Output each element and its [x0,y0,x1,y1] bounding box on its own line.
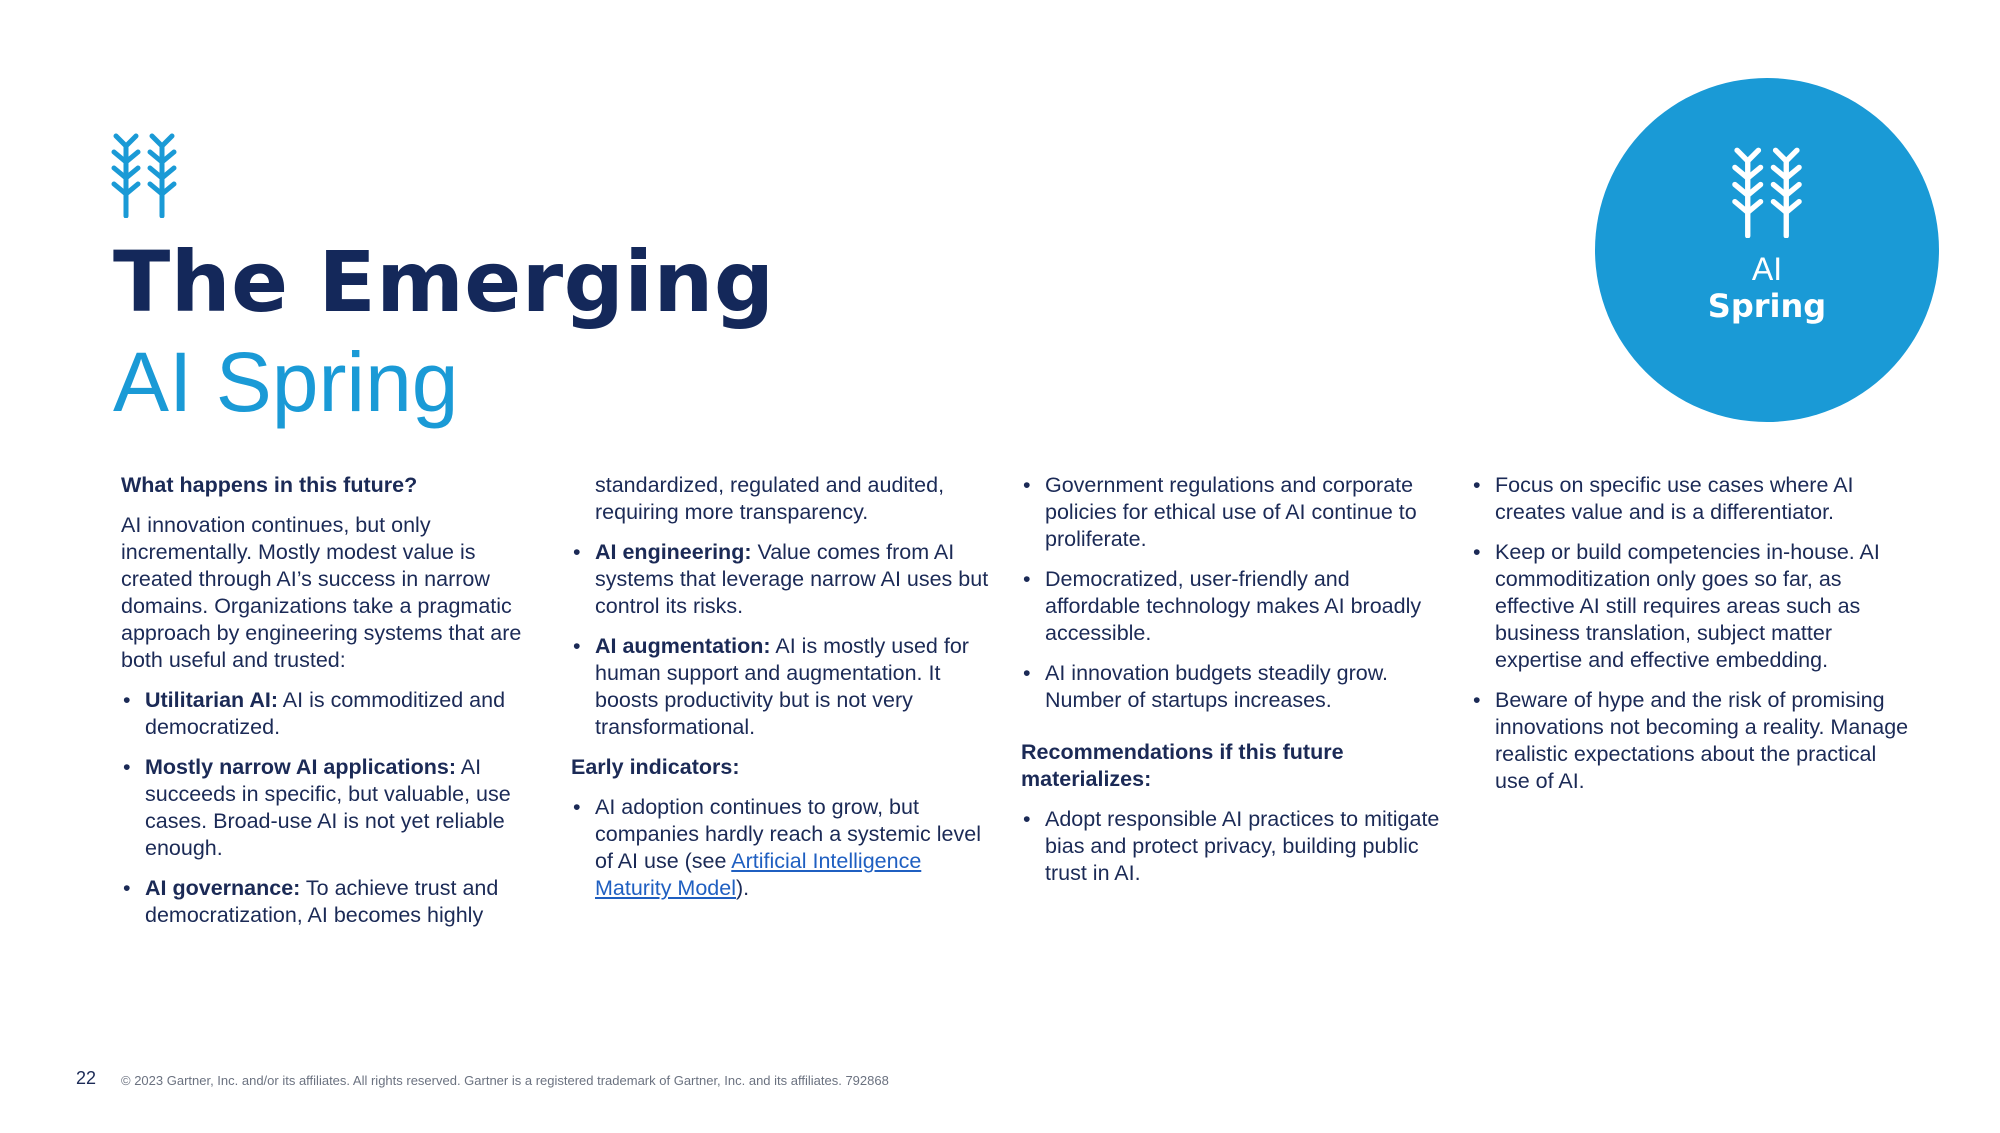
bullet-list [571,472,991,741]
item-text: AI is commoditized and democratized. [145,688,506,739]
maturity-model-link[interactable]: Artificial Intelligence Maturity Model [595,849,922,900]
column-3 [1021,472,1441,900]
item-text: AI adoption continues to grow, but companies hardly reach a systemic level of AI use (see [595,795,981,873]
column-1 [121,472,541,942]
list-item: • Beware of hype and the risk of promising innovations not becoming a reality. Manage realistic expectations about the practical use of AI. [1471,687,1911,795]
copyright-notice: © 2023 Gartner, Inc. and/or its affiliates. All rights reserved. Gartner is a registered trademark of Gartner, Inc. and its affiliates. 792868 [121,1073,889,1088]
item-text: AI succeeds in specific, but valuable, use cases. Broad-use AI is not yet reliable enough. [145,755,511,860]
item-text: AI is mostly used for human support and augmentation. It boosts productivity but is not very transformational. [595,634,969,739]
indicator-list [571,794,991,902]
wheat-icon [1725,146,1809,238]
page-subtitle: AI Spring [113,335,459,429]
column-4 [1471,472,1911,808]
section-heading: What happens in this future? [121,473,418,497]
recommendations-heading: Recommendations if this future materializes: [1021,740,1344,791]
list-item: • Focus on specific use cases where AI creates value and is a differentiator. [1471,472,1911,526]
item-text: To achieve trust and democratization, AI becomes highly [145,876,499,927]
list-item [571,633,991,741]
list-item: • Government regulations and corporate policies for ethical use of AI continue to proliferate. [1021,472,1441,553]
list-item: • Adopt responsible AI practices to mitigate bias and protect privacy, building public trust in AI. [1021,806,1441,887]
bullet-list [121,687,521,929]
item-text: Value comes from AI systems that leverage narrow AI uses but control its risks. [595,540,989,618]
item-label: Utilitarian AI: [145,688,278,712]
recommendation-list [1021,806,1441,887]
badge-label-spring: Spring [1707,287,1827,325]
item-label: AI engineering: [595,540,752,564]
list-item-continuation: standardized, regulated and audited, requiring more transparency. [595,473,945,524]
column-2 [571,472,991,915]
indicators-heading: Early indicators: [571,755,740,779]
page-number: 22 [76,1068,97,1088]
list-item [571,539,991,620]
item-label: Mostly narrow AI applications: [145,755,456,779]
list-item [121,875,521,929]
list-item: • AI innovation budgets steadily grow. Number of startups increases. [1021,660,1441,714]
ai-spring-badge [1595,78,1939,422]
list-item [121,687,521,741]
item-label: AI governance: [145,876,301,900]
wheat-icon [106,132,182,218]
list-item [571,794,991,902]
intro-paragraph: AI innovation continues, but only incrementally. Mostly modest value is created through AI’s success in narrow domains. Organizations take a pragmatic approach by engineering systems that are both useful and trusted: [121,513,522,672]
list-item [121,754,521,862]
badge-label-ai: AI [1751,251,1783,287]
page-title: The Emerging [113,233,775,331]
item-text-end: ). [736,876,750,900]
list-item: • Keep or build competencies in-house. AI commoditization only goes so far, as effective AI still requires areas such as business translation, subject matter expertise and effective embedding. [1471,539,1911,674]
item-label: AI augmentation: [595,634,771,658]
bullet-list [1471,472,1911,795]
bullet-list [1021,472,1441,714]
list-item: • Democratized, user-friendly and affordable technology makes AI broadly accessible. [1021,566,1441,647]
